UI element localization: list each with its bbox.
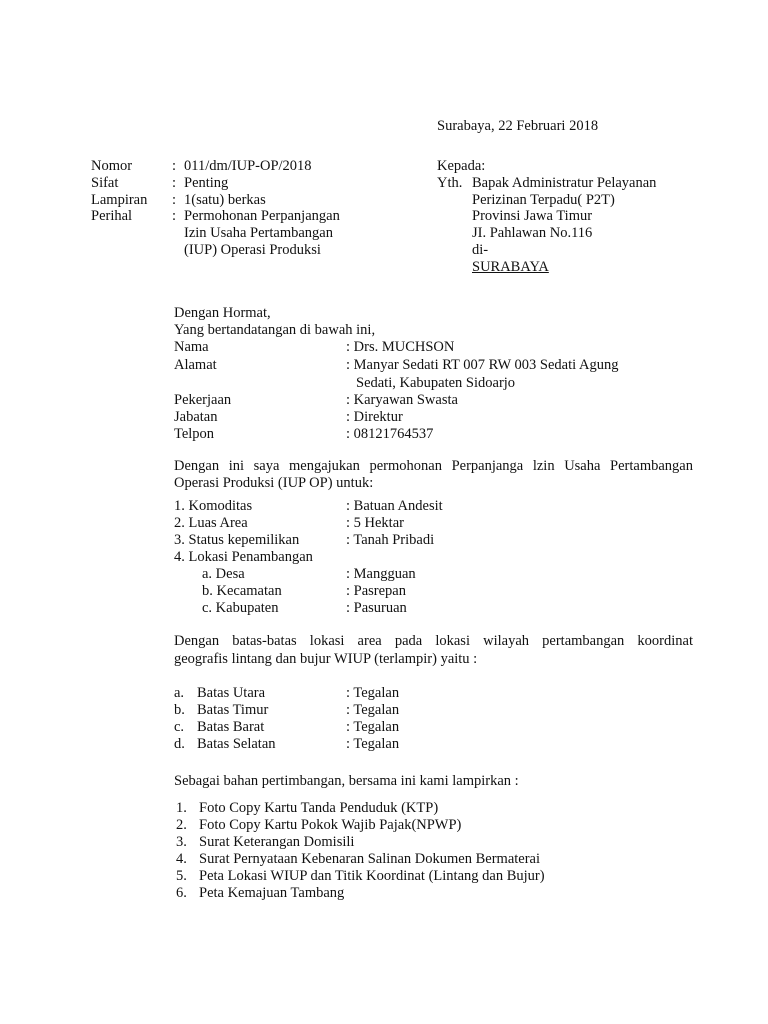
- attachment-num: 1.: [176, 800, 187, 816]
- identity-label-jabatan: Jabatan: [174, 409, 218, 425]
- lampiran-colon: :: [172, 192, 177, 208]
- boundary-paragraph-line-2: geografis lintang dan bujur WIUP (terlampir) yaitu :: [174, 651, 478, 667]
- request-item-label: 4. Lokasi Penambangan: [174, 549, 313, 565]
- salutation: Dengan Hormat,: [174, 305, 271, 321]
- boundary-value: : Tegalan: [346, 702, 400, 718]
- perihal-line-2: Izin Usaha Pertambangan: [184, 225, 333, 241]
- request-item-value: : Batuan Andesit: [346, 498, 443, 514]
- location-item-value: : Pasrepan: [346, 583, 406, 599]
- request-paragraph-line-2: Operasi Produksi (IUP OP) untuk:: [174, 475, 374, 491]
- identity-value-jabatan: : Direktur: [346, 409, 403, 425]
- location-item-label: c. Kabupaten: [202, 600, 279, 616]
- attachment-num: 2.: [176, 817, 187, 833]
- recipient-line-4: JI. Pahlawan No.116: [472, 225, 593, 241]
- sifat-value: Penting: [184, 175, 229, 191]
- identity-value-alamat-2: Sedati, Kabupaten Sidoarjo: [356, 375, 516, 391]
- attachments-intro: Sebagai bahan pertimbangan, bersama ini kami lampirkan :: [174, 773, 519, 789]
- intro-line: Yang bertandatangan di bawah ini,: [174, 322, 376, 338]
- attachment-num: 5.: [176, 868, 187, 884]
- location-item-label: b. Kecamatan: [202, 583, 282, 599]
- recipient-line-5: di-: [472, 242, 489, 258]
- attachment-text: Surat Keterangan Domisili: [199, 834, 355, 850]
- recipient-city: SURABAYA: [472, 259, 549, 275]
- identity-value-alamat: : Manyar Sedati RT 007 RW 003 Sedati Agung: [346, 357, 619, 373]
- recipient-line-1: Bapak Administratur Pelayanan: [472, 175, 657, 191]
- request-item-label: 2. Luas Area: [174, 515, 248, 531]
- attachment-text: Foto Copy Kartu Pokok Wajib Pajak(NPWP): [199, 817, 462, 833]
- boundary-paragraph-line-1: Dengan batas-batas lokasi area pada lokasi wilayah pertambangan koordinat: [174, 633, 693, 649]
- sifat-label: Sifat: [91, 175, 119, 191]
- yth-label: Yth.: [437, 175, 463, 191]
- boundary-value: : Tegalan: [346, 719, 400, 735]
- attachment-text: Surat Pernyataan Kebenaran Salinan Dokumen Bermaterai: [199, 851, 541, 867]
- boundary-label: Batas Barat: [197, 719, 265, 735]
- attachment-text: Peta Lokasi WIUP dan Titik Koordinat (Lintang dan Bujur): [199, 868, 545, 884]
- recipient-line-2: Perizinan Terpadu( P2T): [472, 192, 615, 208]
- identity-value-pekerjaan: : Karyawan Swasta: [346, 392, 458, 408]
- nomor-colon: :: [172, 158, 177, 174]
- identity-label-alamat: Alamat: [174, 357, 217, 373]
- nomor-value: 011/dm/IUP-OP/2018: [184, 158, 312, 174]
- identity-value-nama: : Drs. MUCHSON: [346, 339, 455, 355]
- identity-label-pekerjaan: Pekerjaan: [174, 392, 232, 408]
- request-item-label: 1. Komoditas: [174, 498, 253, 514]
- attachment-num: 6.: [176, 885, 187, 901]
- boundary-value: : Tegalan: [346, 736, 400, 752]
- lampiran-value: 1(satu) berkas: [184, 192, 266, 208]
- attachment-num: 3.: [176, 834, 187, 850]
- boundary-label: Batas Utara: [197, 685, 266, 701]
- place-date: Surabaya, 22 Februari 2018: [437, 118, 599, 134]
- boundary-num: c.: [174, 719, 185, 735]
- kepada-label: Kepada:: [437, 158, 486, 174]
- request-paragraph-line-1: Dengan ini saya mengajukan permohonan Perpanjanga lzin Usaha Pertambangan: [174, 458, 693, 474]
- attachment-text: Foto Copy Kartu Tanda Penduduk (KTP): [199, 800, 439, 816]
- boundary-label: Batas Timur: [197, 702, 269, 718]
- location-item-label: a. Desa: [202, 566, 245, 582]
- identity-label-telpon: Telpon: [174, 426, 215, 442]
- identity-label-nama: Nama: [174, 339, 209, 355]
- request-item-label: 3. Status kepemilikan: [174, 532, 300, 548]
- attachment-text: Peta Kemajuan Tambang: [199, 885, 345, 901]
- boundary-value: : Tegalan: [346, 685, 400, 701]
- sifat-colon: :: [172, 175, 177, 191]
- location-item-value: : Mangguan: [346, 566, 416, 582]
- location-item-value: : Pasuruan: [346, 600, 407, 616]
- lampiran-label: Lampiran: [91, 192, 148, 208]
- request-item-value: : Tanah Pribadi: [346, 532, 435, 548]
- boundary-num: a.: [174, 685, 185, 701]
- boundary-label: Batas Selatan: [197, 736, 276, 752]
- perihal-value: Permohonan Perpanjangan: [184, 208, 340, 224]
- identity-value-telpon: : 08121764537: [346, 426, 434, 442]
- perihal-label: Perihal: [91, 208, 133, 224]
- boundary-num: b.: [174, 702, 185, 718]
- recipient-line-3: Provinsi Jawa Timur: [472, 208, 593, 224]
- nomor-label: Nomor: [91, 158, 133, 174]
- perihal-colon: :: [172, 208, 177, 224]
- boundary-num: d.: [174, 736, 185, 752]
- attachment-num: 4.: [176, 851, 187, 867]
- perihal-line-3: (IUP) Operasi Produksi: [184, 242, 321, 258]
- request-item-value: : 5 Hektar: [346, 515, 404, 531]
